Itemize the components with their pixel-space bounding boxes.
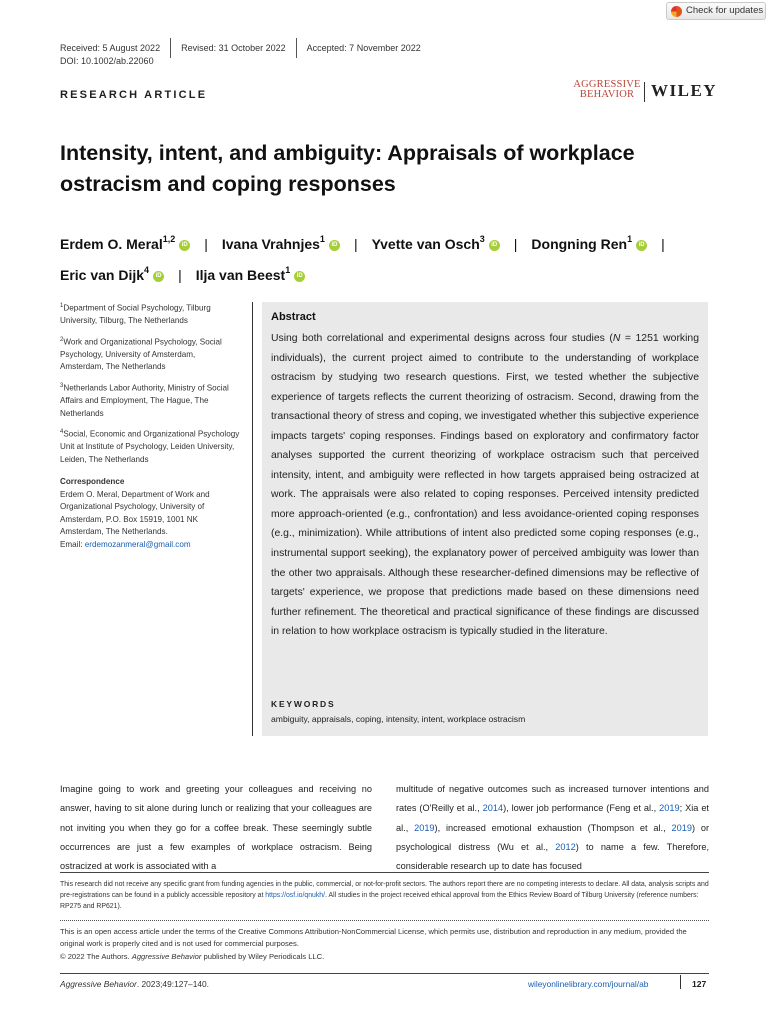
check-for-updates-label: Check for updates — [686, 5, 764, 16]
body-column-right — [396, 780, 709, 876]
crossmark-icon — [671, 6, 682, 17]
affiliation-number: 3 — [60, 382, 64, 389]
funding-text: This research did not receive any specific grant from funding agencies in the public, commercial, or not-for-profit sectors. The authors report there are no competing interests to declare. All data, analysis scripts and pre-registrations can be found in a publicly accessible repository at — [60, 881, 709, 899]
abstract-pre: Using both correlational and experimental designs across four studies ( — [271, 333, 613, 344]
affiliation-text: Social, Economic and Organizational Psychology Unit at Institute of Psychology, Leiden University, Leiden, The Netherlands — [60, 429, 240, 464]
author-separator: | — [353, 236, 358, 252]
journal-logo-line2: BEHAVIOR — [579, 89, 635, 100]
affiliations — [60, 300, 240, 551]
divider — [170, 38, 171, 58]
license-text: This is an open access article under the terms of the Creative Commons Attribution-NonCommercial License, which permits use, distribution and reproduction in any medium, provided the original work is properly cited and is not used for commercial purposes. — [60, 927, 687, 949]
author-separator: | — [513, 236, 518, 252]
affiliation-text: Netherlands Labor Authority, Ministry of Social Affairs and Employment, The Hague, The Netherlands — [60, 383, 229, 418]
author-affiliation-marker: 1 — [627, 234, 633, 244]
abstract-heading: Abstract — [271, 311, 316, 323]
orcid-icon[interactable]: iD — [179, 240, 190, 251]
license-note — [60, 926, 709, 963]
body-text: ), lower job performance (Feng et al., — [503, 803, 660, 814]
body-column-left: Imagine going to work and greeting your colleagues and receiving no answer, having to sit alone during lunch or realizing that your colleagues are not inviting you when they go for a coffee break. These seemingly subtle occurrences are just a few examples of workplace ostracism. Being ostracized at work is associated with a — [60, 784, 372, 872]
footnote-rule — [60, 872, 709, 873]
publisher-logo: WILEY — [651, 81, 718, 100]
funding-text: . All studies in the project received ethical approval from the Ethics Review Board of Tilburg University (reference numbers: RP275 and RP621). — [60, 892, 699, 910]
affiliation-number: 2 — [60, 336, 64, 343]
author-affiliation-marker: 3 — [479, 234, 485, 244]
footer-journal-name: Aggressive Behavior — [60, 979, 137, 989]
journal-url-link[interactable]: wileyonlinelibrary.com/journal/ab — [528, 979, 649, 989]
author-affiliation-marker: 1 — [285, 265, 291, 275]
divider — [296, 38, 297, 58]
keywords-heading: KEYWORDS — [271, 699, 336, 709]
correspondence-heading: Correspondence — [60, 477, 125, 487]
article-type: RESEARCH ARTICLE — [60, 89, 208, 101]
orcid-icon[interactable]: iD — [636, 240, 647, 251]
citation-link[interactable]: 2019 — [659, 803, 680, 814]
author-name: Ilja van Beest — [195, 267, 286, 283]
author-separator: | — [178, 267, 182, 283]
citation-link[interactable]: 2019 — [414, 822, 435, 833]
page-number: 127 — [692, 979, 707, 989]
author-affiliation-marker: 4 — [144, 265, 150, 275]
doi: DOI: 10.1002/ab.22060 — [60, 56, 154, 66]
citation-link[interactable]: 2019 — [671, 822, 692, 833]
copyright-text: © 2022 The Authors. — [60, 951, 132, 961]
affiliation-item — [60, 426, 240, 466]
dotted-rule — [60, 920, 709, 921]
author-separator: | — [661, 236, 665, 252]
abstract-text — [271, 329, 699, 642]
orcid-icon[interactable]: iD — [489, 240, 500, 251]
orcid-icon[interactable]: iD — [153, 271, 164, 282]
affiliation-number: 1 — [60, 303, 64, 309]
email-link[interactable]: erdemozanmeral@gmail.com — [84, 539, 191, 549]
footer-divider — [680, 975, 681, 989]
body-text: ) or psychological distress (Wu et al., — [396, 822, 709, 852]
author-name: Dongning Ren — [531, 236, 628, 252]
author-list — [60, 226, 710, 288]
author-affiliation-marker: 1 — [319, 234, 325, 244]
affiliation-text: Department of Social Psychology, Tilburg University, Tilburg, The Netherlands — [60, 303, 211, 326]
abstract-n: N — [612, 333, 621, 344]
article-title: Intensity, intent, and ambiguity: Appraisals of workplace ostracism and coping responses — [60, 141, 635, 196]
footer-citation — [60, 979, 209, 989]
repository-link[interactable]: https://osf.io/qnukh/ — [265, 892, 326, 899]
copyright-text: published by Wiley Periodicals LLC. — [201, 951, 325, 961]
affiliation-item — [60, 334, 240, 374]
author-name: Erdem O. Meral — [60, 236, 163, 252]
affiliation-number: 4 — [60, 429, 64, 436]
journal-logo — [567, 80, 647, 100]
copyright-journal: Aggressive Behavior — [131, 951, 202, 961]
received-date: Received: 5 August 2022 — [60, 43, 161, 53]
affiliation-item — [60, 300, 240, 328]
body-text: multitude of negative outcomes such as increased turnover intentions and rates (O'Reilly et al., — [396, 784, 709, 814]
copyright-line — [60, 951, 709, 963]
logo-divider — [644, 82, 645, 102]
accepted-date: Accepted: 7 November 2022 — [306, 43, 421, 53]
correspondence-email-line — [60, 539, 240, 552]
author-separator: | — [204, 236, 208, 252]
footer-rule — [60, 973, 709, 974]
author-name: Ivana Vrahnjes — [221, 236, 320, 252]
email-label: Email: — [60, 539, 85, 549]
body-text: ) to name a few. Therefore, considerable research up to date has focused — [396, 841, 710, 872]
affiliation-item — [60, 380, 240, 420]
funding-note — [60, 879, 709, 912]
orcid-icon[interactable]: iD — [329, 240, 340, 251]
body-text: ), increased emotional exhaustion (Thompson et al., — [434, 822, 672, 833]
footer-volume: . 2023;49:127–140. — [136, 979, 209, 989]
author-affiliation-marker: 1,2 — [162, 234, 176, 244]
keywords-text: ambiguity, appraisals, coping, intensity, intent, workplace ostracism — [271, 714, 526, 724]
affiliation-list — [60, 300, 240, 466]
affiliation-text: Work and Organizational Psychology, Social Psychology, University of Amsterdam, Amsterdam, The Netherlands — [60, 337, 222, 372]
author-name: Eric van Dijk — [60, 267, 145, 283]
dates-bar — [60, 38, 421, 58]
body-text: ; Xia et al., — [396, 803, 709, 833]
journal-logo-line1: AGGRESSIVE — [573, 79, 641, 90]
orcid-icon[interactable]: iD — [294, 271, 305, 282]
correspondence-text: Erdem O. Meral, Department of Work and Organizational Psychology, University of Amsterdam, P.O. Box 15919, 1001 NK Amsterdam, The Netherlands. — [60, 489, 210, 537]
citation-link[interactable]: 2012 — [555, 841, 576, 852]
citation-link[interactable]: 2014 — [482, 803, 504, 814]
check-for-updates-button[interactable] — [666, 2, 766, 20]
abstract-body: = 1251 working individuals), the current project aimed to contribute to the understanding of workplace ostracism by studying two research questions. First, we tested whether the subjective experience of targets reflects the current theorizing of ostracism. Second, drawing from the transactional theory of stress and coping, we investigated whether this subjective experience impacts targets' coping responses. Findings based on exploratory and confirmatory factor analyses supported the current theorizing of workplace ostracism such that perceived intensity, intent, and ambiguity were reflected in how targets appraised being ostracized at work. The appraisals were also related to coping responses. Perceived intensity predicted more approach-oriented (e.g., confrontation) and less avoidance-oriented coping responses (e.g., minimization). While attributions of intent also predicted some coping responses (e.g., instrumental support seeking), the explanatory power of perceived ambiguity was lower than the other two appraisals. Although these researcher-defined dimensions may be reflective of targets' experience, we propose that predictions made based on these dimensions need further refinement. The theoretical and practical significance of these findings are discussed in relation to how workplace ostracism is typically studied in the literature. — [271, 333, 699, 638]
revised-date: Revised: 31 October 2022 — [181, 43, 286, 53]
author-name: Yvette van Osch — [371, 236, 480, 252]
column-divider — [252, 302, 253, 736]
